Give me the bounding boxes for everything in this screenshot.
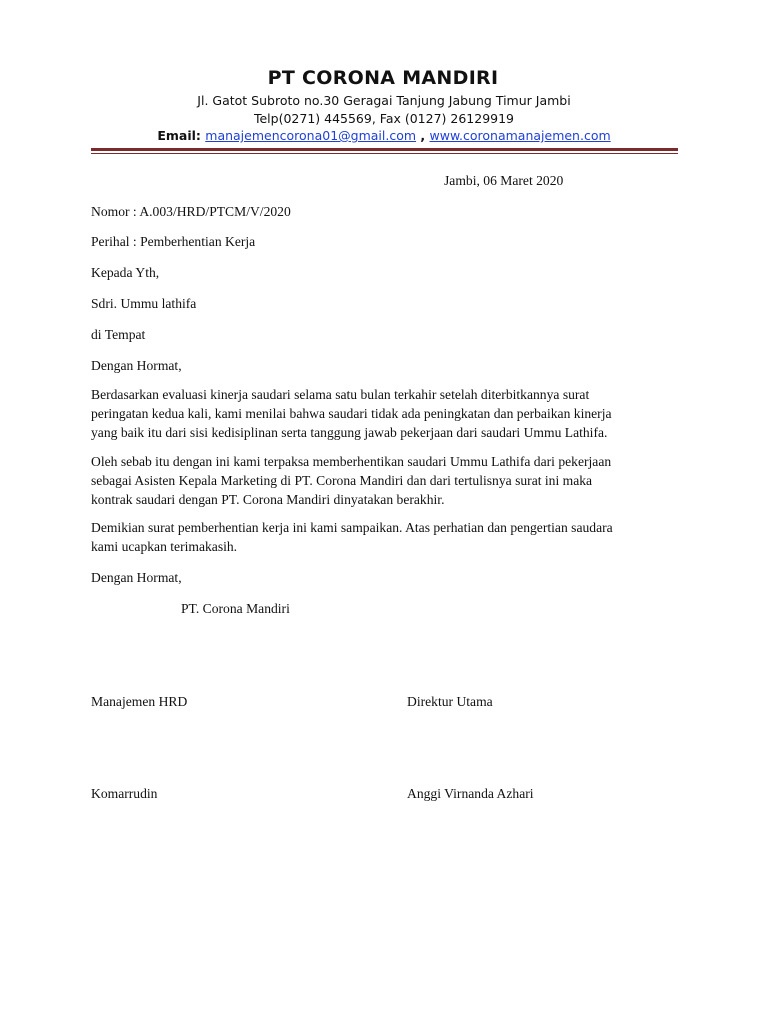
company-name: PT CORONA MANDIRI	[267, 67, 499, 89]
paragraph	[91, 452, 681, 509]
email-link[interactable]: manajemencorona01@gmail.com	[205, 128, 417, 143]
letterhead	[0, 64, 768, 145]
company-address: Jl. Gatot Subroto no.30 Geragai Tanjung Jabung Timur Jambi	[197, 93, 571, 108]
letterhead-rule-thin	[91, 153, 678, 154]
company-phone-fax: Telp(0271) 445569, Fax (0127) 26129919	[253, 110, 515, 126]
letterhead-rule-thick	[91, 148, 678, 151]
paragraph-line: kontrak saudari dengan PT. Corona Mandiri dinyatakan berakhir.	[91, 492, 445, 507]
paragraph	[91, 385, 681, 442]
place-date: Jambi, 06 Maret 2020	[444, 173, 564, 188]
greeting: Dengan Hormat,	[91, 358, 182, 373]
contact-separator: ,	[416, 128, 430, 143]
paragraph-line: Demikian surat pemberhentian kerja ini kami sampaikan. Atas perhatian dan pengertian saudara	[91, 520, 613, 535]
company-signature: PT. Corona Mandiri	[181, 601, 290, 616]
website-link[interactable]: www.coronamanajemen.com	[429, 128, 611, 143]
letter-subject: Perihal : Pemberhentian Kerja	[91, 234, 256, 249]
email-label: Email:	[157, 128, 206, 143]
signatory-title-hrd: Manajemen HRD	[91, 694, 188, 709]
paragraph-line: peringatan kedua kali, kami menilai bahwa saudari tidak ada peningkatan dan perbaikan kinerja	[91, 406, 612, 421]
signatory-name-hrd: Komarrudin	[91, 786, 158, 801]
paragraph-line: Berdasarkan evaluasi kinerja saudari selama satu bulan terkahir setelah diterbitkannya surat	[91, 387, 590, 402]
closing: Dengan Hormat,	[91, 570, 182, 585]
recipient-location: di Tempat	[91, 327, 146, 342]
paragraph-line: Oleh sebab itu dengan ini kami terpaksa memberhentikan saudari Ummu Lathifa dari pekerjaan	[91, 454, 612, 469]
recipient-name: Sdri. Ummu lathifa	[91, 296, 197, 311]
company-contact	[0, 127, 768, 145]
signatory-name-director: Anggi Virnanda Azhari	[407, 786, 534, 801]
paragraph-line: kami ucapkan terimakasih.	[91, 539, 238, 554]
paragraph-line: sebagai Asisten Kepala Marketing di PT. Corona Mandiri dan dari tertulisnya surat ini maka	[91, 473, 593, 488]
paragraph	[91, 518, 681, 556]
addressee-salutation: Kepada Yth,	[91, 265, 160, 280]
letter-number: Nomor : A.003/HRD/PTCM/V/2020	[91, 204, 291, 219]
paragraph-line: yang baik itu dari sisi kedisiplinan serta tanggung jawab pekerjaan dari saudari Ummu Lathifa.	[91, 425, 608, 440]
signatory-title-director: Direktur Utama	[407, 694, 493, 709]
